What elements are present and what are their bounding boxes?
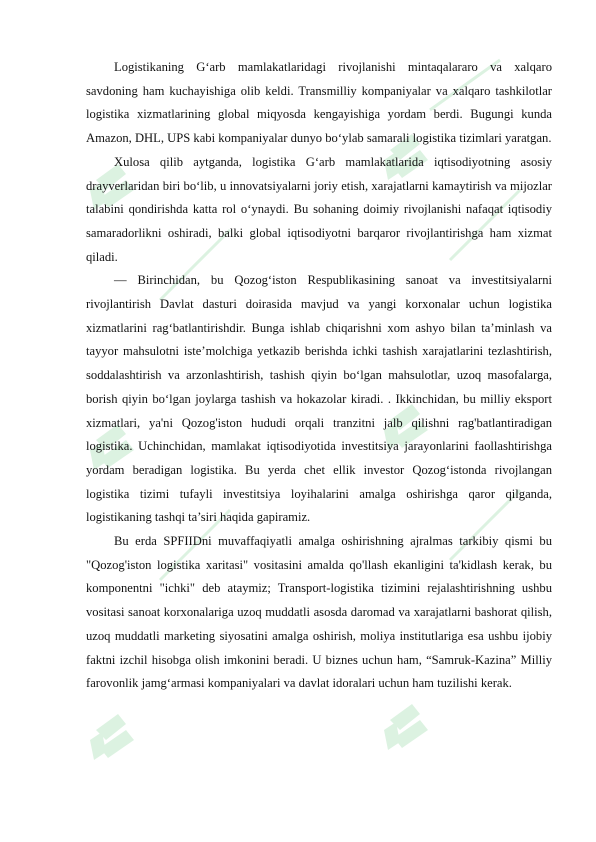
paragraph-2: Xulosa qilib aytganda, logistika G‘arb mamlakatlarida iqtisodiyotning asosiy drayverlaridan biri bo‘lib, u innovatsiyalarni joriy etish, xarajatlarni kamaytirish va mijozlar talabini qondirishda katta rol o‘ynaydi. Bu sohaning doimiy rivojlanishi nafaqat iqtisodiy samaradorlikni oshiradi, balki global iqtisodiyotni barqaror rivojlantirishga ham xizmat qiladi. xyxy=(86,154,552,264)
paragraph-3: — Birinchidan, bu Qozog‘iston Respublikasining sanoat va investitsiyalarni rivojlantirish Davlat dasturi doirasida mavjud va yangi korxonalar uchun logistika xizmatlarini rag‘batlantirishdir. Bunga ishlab chiqarishni xom ashyo bilan ta’minlash va tayyor mahsulotni iste’molchiga yetkazib berishda ichki tashish xarajatlarini tezlashtirish, soddalashtirish va arzonlashtirish, tashish qiyin bo‘lgan mahsulotlar, uzoq masofalarga, borish qiyin bo‘lgan joylarga tashish va hokazolar kiradi. . Ikkinchidan, bu milliy eksport xizmatlari, ya'ni Qozog'iston hududi orqali tranzitni jalb qilishni rag'batlantiradigan logistika. Uchinchidan, mamlakat iqtisodiyotida investitsiya jarayonlarini faollashtirishga yordam beradigan logistika. Bu yerda chet ellik investor Qozog‘istonda rivojlangan logistika tizimi tufayli investitsiya loyihalarini amalga oshirishga qaror qilganda, logistikaning tashqi ta’siri haqida gapiramiz. xyxy=(86,273,552,525)
document-body xyxy=(86,56,552,696)
paragraph-1: Logistikaning G‘arb mamlakatlaridagi rivojlanishi mintaqalararo va xalqaro savdoning ham kuchayishiga olib keldi. Transmilliy kompaniyalar va xalqaro tashkilotlar logistika xizmatlarining global miqyosda kengayishiga yordam berdi. Bugungi kunda Amazon, DHL, UPS kabi kompaniyalar dunyo bo‘ylab samarali logistika tizimlari yaratgan. xyxy=(86,60,552,146)
paragraph-4: Bu erda SPFIIDni muvaffaqiyatli amalga oshirishning ajralmas tarkibiy qismi bu "Qozog'iston logistika xaritasi" vositasini amalda qo'llash ekanligini ta'kidlash kerak, bu komponentni "ichki" deb ataymiz; Transport-logistika tizimini rejalashtirishning ushbu vositasi sanoat korxonalariga uzoq muddatli asosda daromad va xarajatlarni bashorat qilish, uzoq muddatli marketing siyosatini amalga oshirish, moliya institutlariga esa ushbu ijobiy faktni izchil hisobga olish imkonini beradi. U biznes uchun ham, “Samruk-Kazina” Milliy farovonlik jamg‘armasi kompaniyalari va davlat idoralari uchun ham tuzilishi kerak. xyxy=(86,534,552,691)
